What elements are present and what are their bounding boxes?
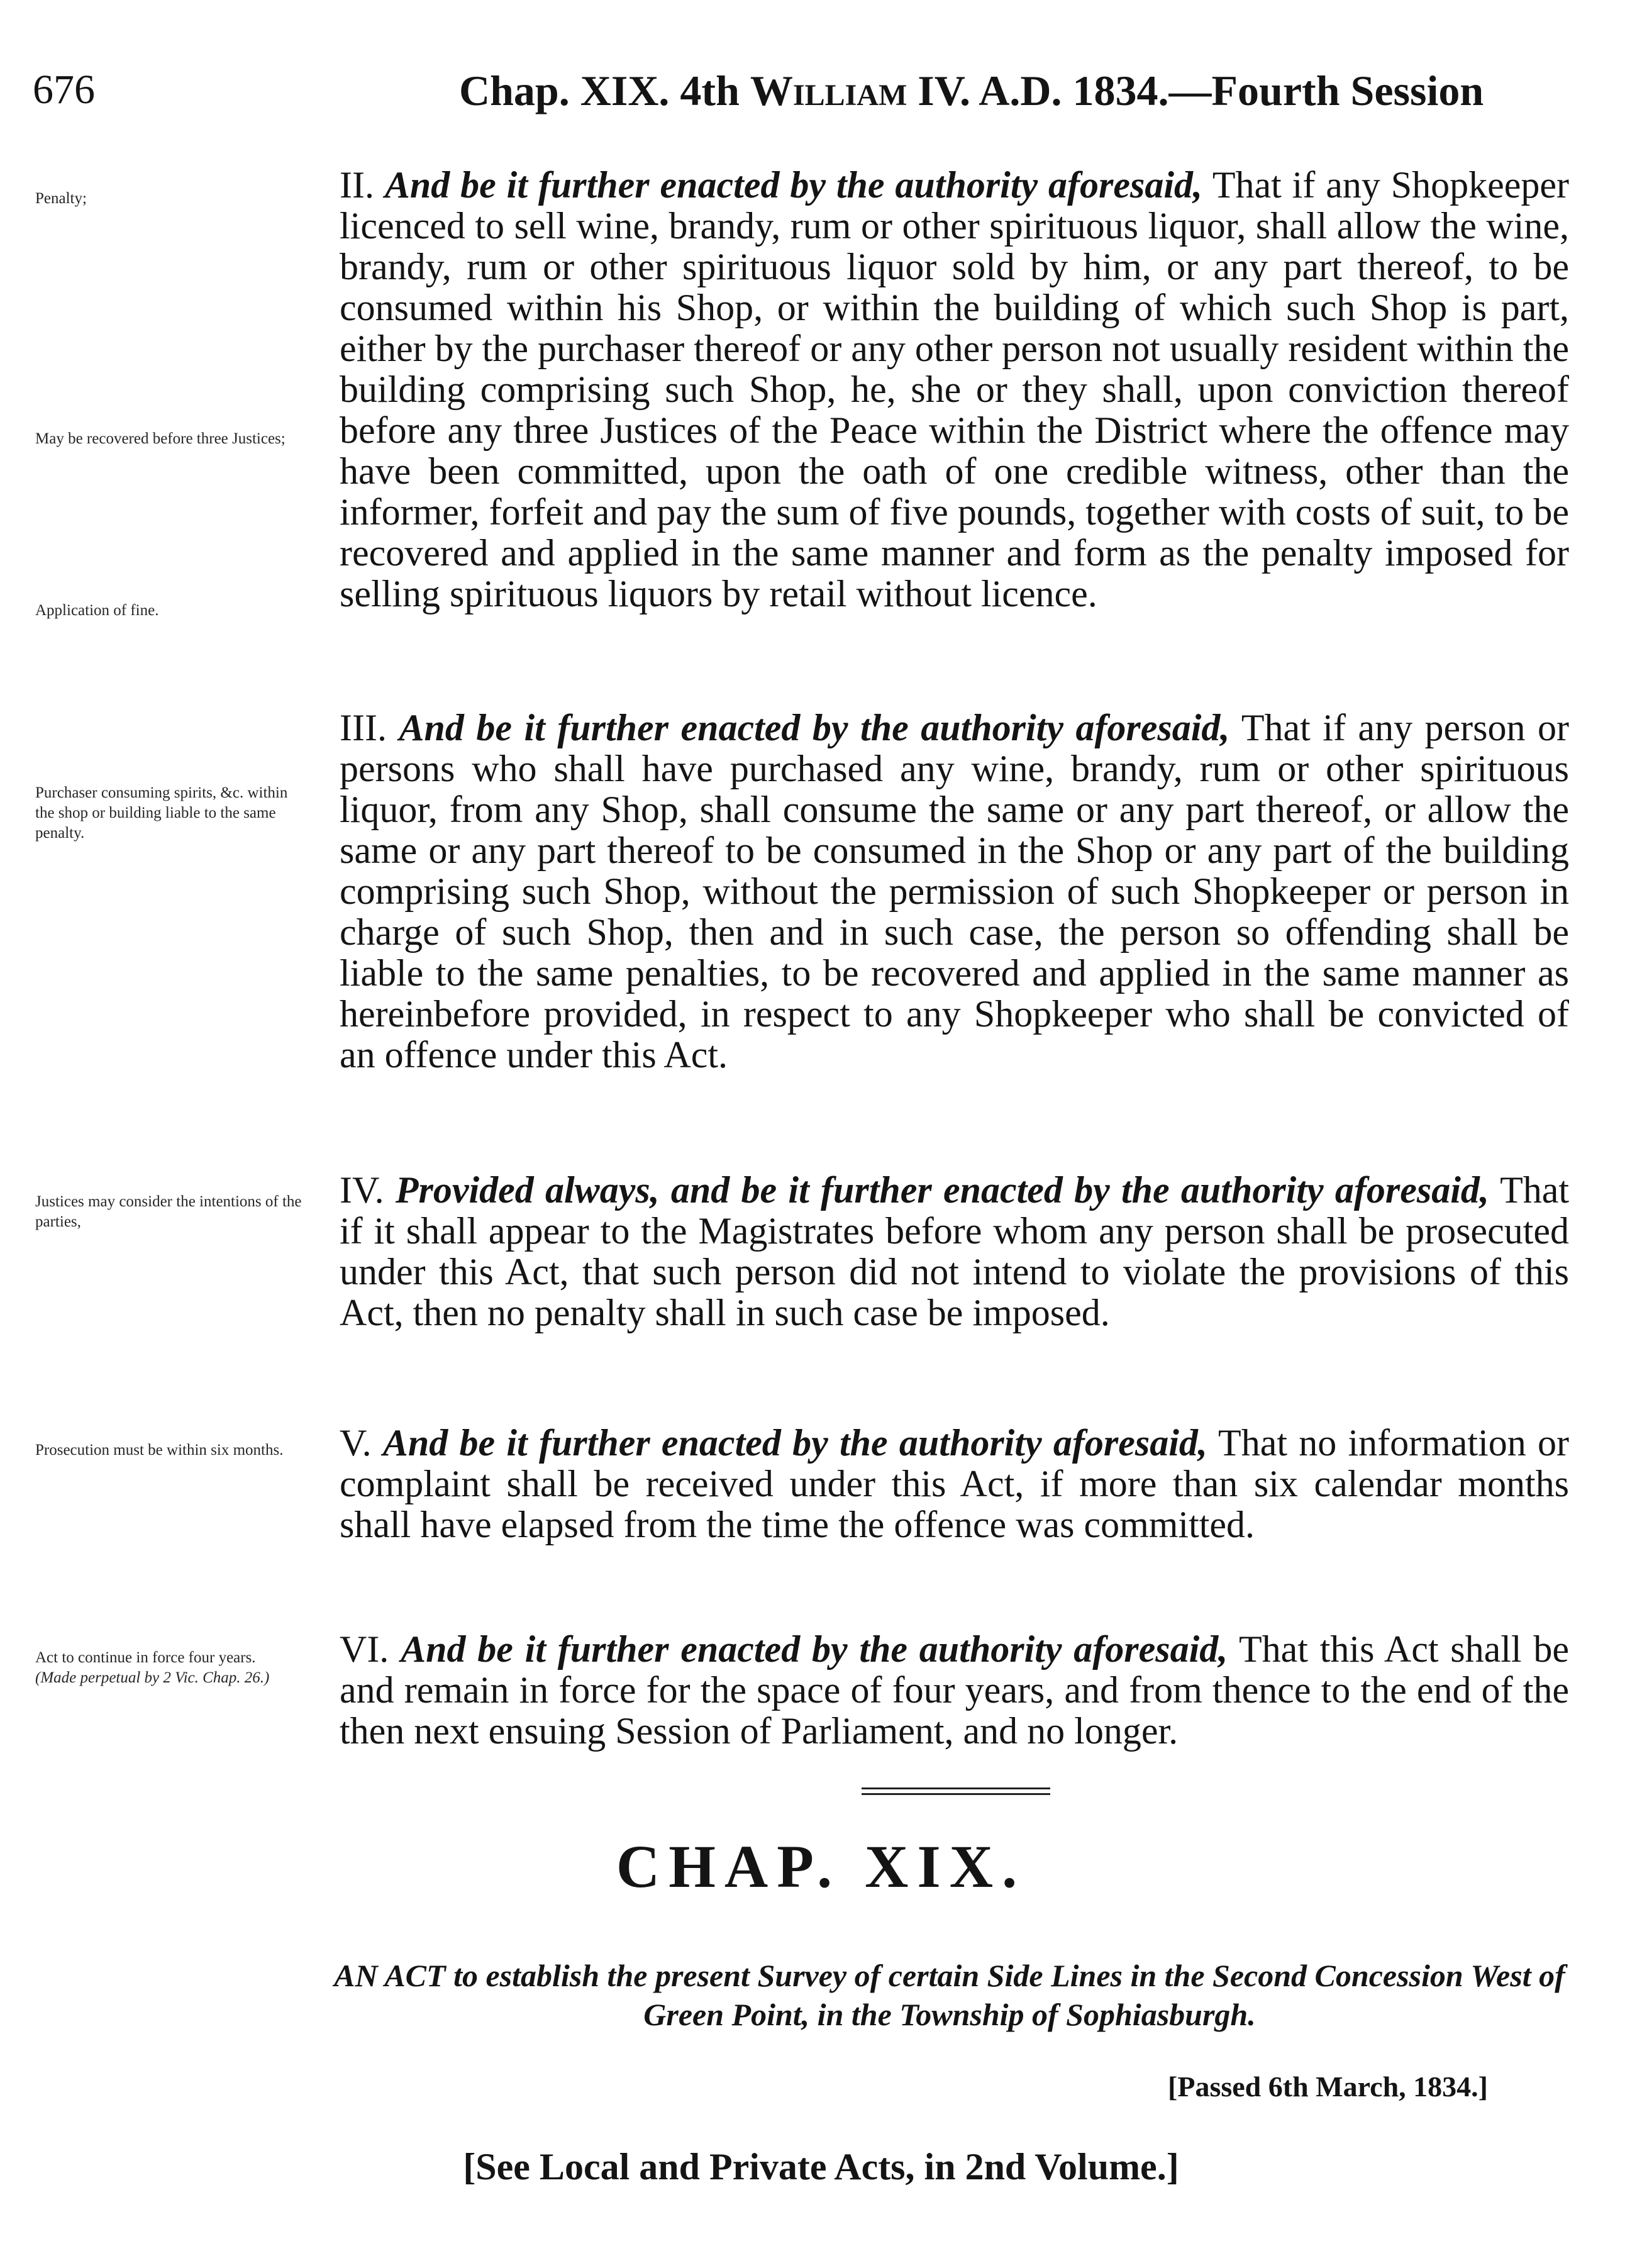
section-v bbox=[340, 1423, 1569, 1545]
section-lead: And be it further enacted by the authority aforesaid, bbox=[401, 1628, 1228, 1670]
passed-date: [Passed 6th March, 1834.] bbox=[1168, 2071, 1488, 2103]
margin-note-prosecution: Prosecution must be within six months. bbox=[35, 1442, 284, 1459]
margin-note-justices: Justices may consider the intentions of the parties, bbox=[35, 1193, 302, 1230]
section-ii bbox=[340, 165, 1569, 614]
running-head-rest: IV. A.D. 1834.—Fourth Session bbox=[907, 67, 1484, 114]
double-rule-divider bbox=[862, 1787, 1050, 1795]
section-text: That if any Shopkeeper licenced to sell wine, brandy, rum or other spirituous liquor, shall allow the wine, brandy, rum or other spirituous liquor sold by him, or any part thereof, to be consumed within his Shop, or within the building of which such Shop is part, either by the purchaser thereof or any other person not usually resident within the building comprising such Shop, he, she or they shall, upon conviction thereof before any three Justices of the Peace within the District where the offence may have been committed, upon the oath of one credible witness, other than the informer, forfeit and pay the sum of five pounds, together with costs of suit, to be recovered and applied in the same manner and form as the penalty imposed for selling spirituous liquors by retail without licence. bbox=[340, 164, 1569, 614]
section-lead: And be it further enacted by the authority aforesaid, bbox=[399, 707, 1230, 748]
chapter-title: CHAP. XIX. bbox=[616, 1833, 1026, 1900]
margin-note-recovery: May be recovered before three Justices; bbox=[35, 430, 286, 447]
section-text: That no information or complaint shall be received under this Act, if more than six calendar months shall have elapsed from the time the offence was committed. bbox=[340, 1422, 1569, 1545]
margin-note-purchaser: Purchaser consuming spirits, &c. within the shop or building liable to the same penalty. bbox=[35, 784, 288, 842]
section-text: That if any person or persons who shall have purchased any wine, brandy, rum or other spirituous liquor, from any Shop, shall consume the same or any part thereof, or allow the same or any part thereof to be consumed in the Shop or any part of the building comprising such Shop, without the permission of such Shopkeeper or person in charge of such Shop, then and in such case, the person so offending shall be liable to the same penalties, to be recovered and applied in the same manner as hereinbefore provided, in respect to any Shopkeeper who shall be convicted of an offence under this Act. bbox=[340, 707, 1569, 1076]
section-number: II. bbox=[340, 164, 374, 206]
margin-note-continue bbox=[35, 1648, 306, 1688]
act-title: AN ACT to establish the present Survey of certain Side Lines in the Second Concession West of Green Point, in the Township of Sophiasburgh. bbox=[334, 1958, 1565, 2032]
section-lead: And be it further enacted by the authority aforesaid, bbox=[382, 1422, 1207, 1464]
page-number: 676 bbox=[33, 67, 95, 113]
section-iii bbox=[340, 708, 1569, 1076]
margin-note-perpetual: (Made perpetual by 2 Vic. Chap. 26.) bbox=[35, 1669, 270, 1686]
running-head-chap: Chap. XIX. 4th bbox=[459, 67, 750, 114]
section-text: That this Act shall be and remain in force for the space of four years, and from thence to the end of the then next ensuing Session of Parliament, and no longer. bbox=[340, 1628, 1570, 1752]
section-lead: Provided always, and be it further enacted by the authority aforesaid, bbox=[395, 1169, 1489, 1211]
section-number: IV. bbox=[340, 1169, 384, 1211]
margin-note-penalty: Penalty; bbox=[35, 190, 87, 207]
section-number: VI. bbox=[340, 1628, 389, 1670]
section-vi bbox=[340, 1629, 1569, 1752]
section-number: V. bbox=[340, 1422, 372, 1464]
section-text: That if it shall appear to the Magistrates before whom any person shall be prosecuted under this Act, that such person did not intend to violate the provisions of this Act, then no penalty shall in such case be imposed. bbox=[340, 1169, 1570, 1333]
margin-note-continue-text: Act to continue in force four years. bbox=[35, 1649, 256, 1666]
section-number: III. bbox=[340, 707, 387, 748]
section-iv bbox=[340, 1170, 1569, 1333]
local-acts-note: [See Local and Private Acts, in 2nd Volume.] bbox=[463, 2146, 1179, 2187]
running-head bbox=[459, 69, 1484, 112]
running-head-king: William bbox=[750, 67, 907, 114]
section-lead: And be it further enacted by the authority aforesaid, bbox=[384, 164, 1203, 206]
margin-note-fine: Application of fine. bbox=[35, 602, 159, 619]
